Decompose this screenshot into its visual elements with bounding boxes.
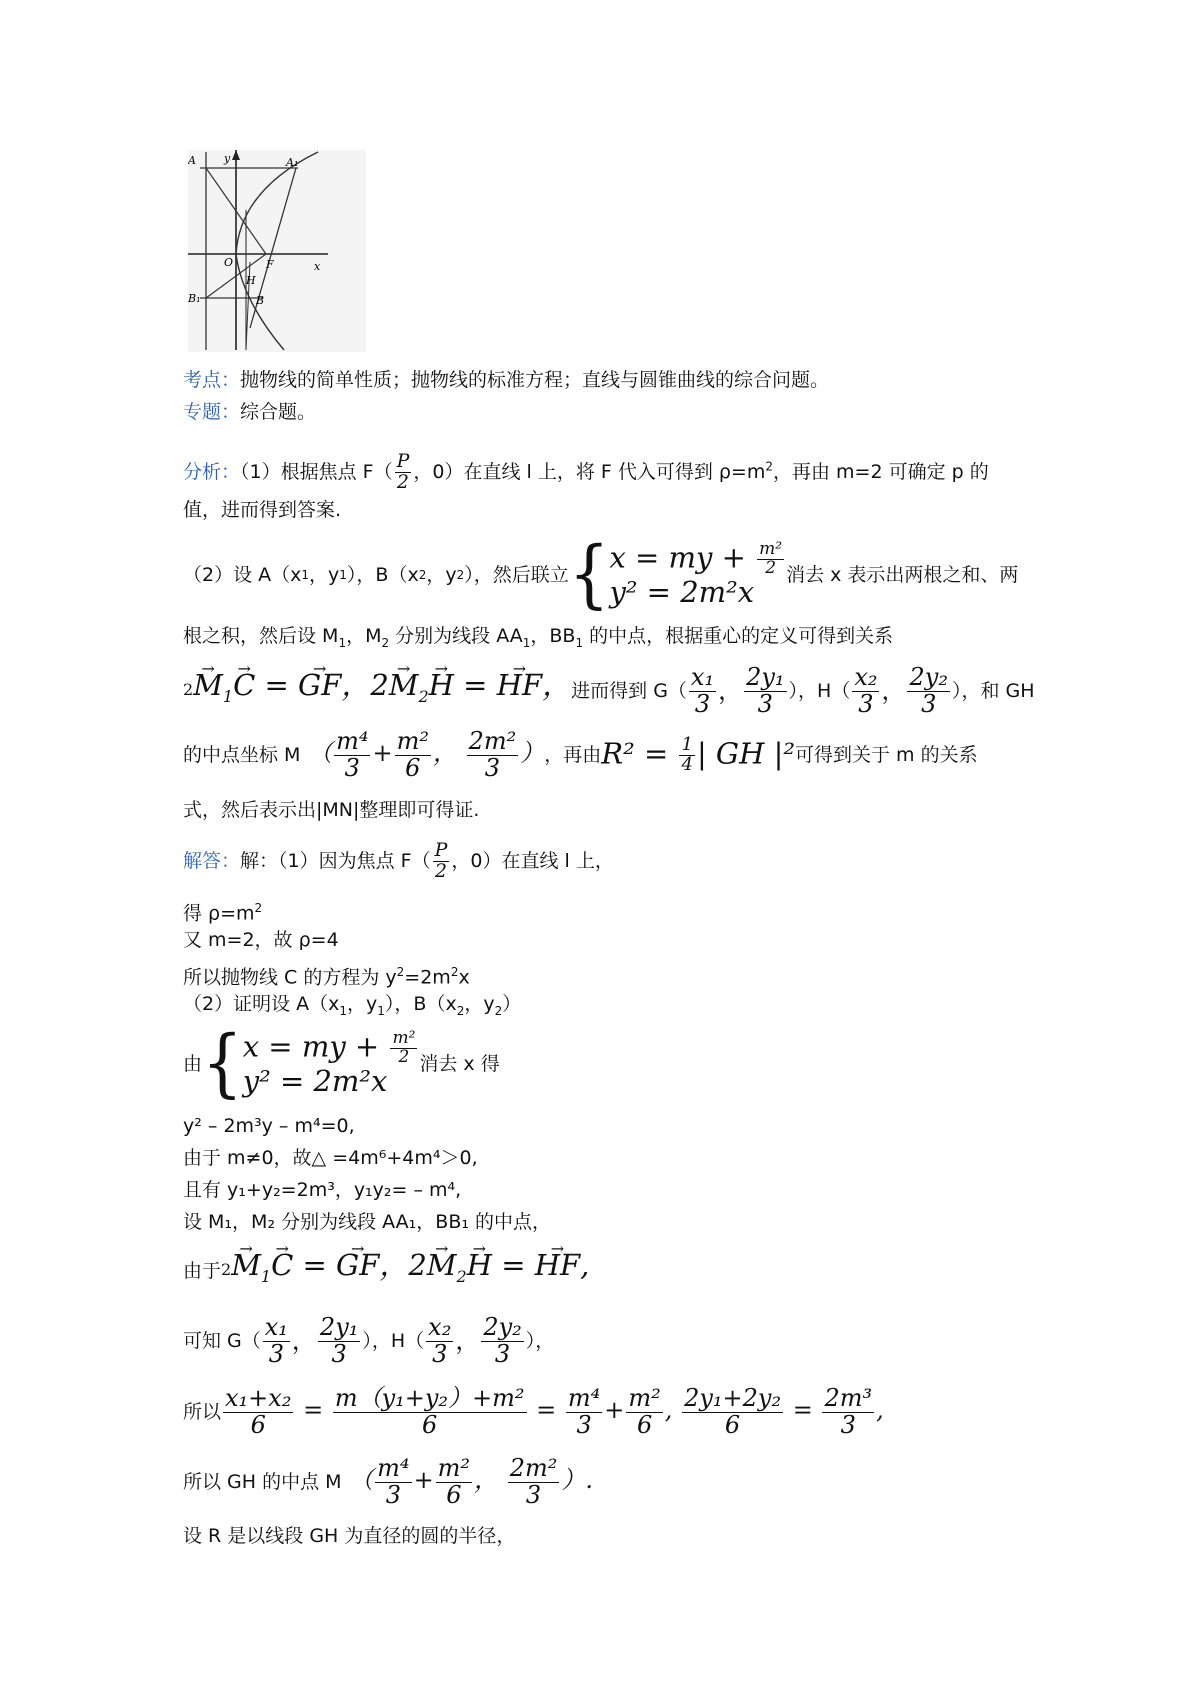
kaodian-text: 抛物线的简单性质；抛物线的标准方程；直线与圆锥曲线的综合问题。: [240, 369, 830, 391]
zhuanti-line: [183, 398, 316, 426]
fraction: $\frac{\text{2y₂}}{3}$: [909, 663, 948, 718]
text-run: 消去 x 得: [419, 1053, 500, 1075]
text-run: 解：（1）因为焦点 F（: [240, 850, 431, 872]
text-run: 式，然后表示出|MN|整理即可得证.: [183, 799, 480, 821]
text-run: ，y: [309, 564, 340, 586]
kaodian-label: 考点：: [183, 369, 241, 391]
kaodian-line: [183, 366, 829, 394]
text-run: ，BB: [530, 625, 576, 647]
text-run: （2）设 A（x: [183, 564, 302, 586]
jieda-line-13: [183, 1382, 884, 1442]
jieda-line-14: [183, 1452, 593, 1512]
fig-label: B₁: [188, 292, 201, 305]
jieda-line-3: [183, 926, 339, 954]
jieda-line-11: [183, 1246, 589, 1296]
fraction: $\frac{\text{x₂}}{3}$: [854, 663, 878, 718]
vector-equation: $2\to M_1\to C$ = → GF，$2\to M_2\to H$ = → HF，: [183, 671, 571, 711]
text-run: ），然后联立: [464, 564, 569, 586]
text-run: ，M: [346, 625, 382, 647]
jieda-line-15: [183, 1522, 515, 1550]
text-run: 所以 GH 的中点 M: [183, 1471, 342, 1493]
text-run: 由: [183, 1053, 203, 1075]
fig-label: y: [224, 152, 231, 165]
text-run: ），H（: [362, 1330, 425, 1352]
jieda-line-9: [183, 1176, 461, 1204]
fraction: $\frac{P}{2}$: [434, 838, 448, 882]
text-run: =2m: [404, 966, 451, 989]
radius-equation: R² = $\frac{1}{4}$ | GH |²: [601, 733, 795, 775]
vector-equation: $2\to M_1\to C$ = → GF，$2\to M_2\to H$ = → HF,: [221, 1251, 589, 1291]
text-run: x: [458, 966, 470, 989]
text-run: ，y: [464, 993, 495, 1015]
jieda-line-4: 所以抛物线 C 的方程为 $y^2=2m^2x$: [183, 965, 470, 989]
fig-label: B: [256, 294, 265, 307]
equation-system: { x = my + $\frac{\text{m²}}{2}$ y² = 2m²x: [568, 532, 783, 618]
sum-equation: $\frac{\text{x₁+x₂}}{6}$ = $\frac{\text{m（y₁+y₂）+m²}}{6}$ = $\frac{\text{m⁴}}{3}$ + $\frac{\text{m²}}{6}$ , $\frac{\text{2y₁+2y₂}}{6}$ = $\frac{\text{2m³}}{3}$ ,: [225, 1384, 884, 1439]
jieda-label: 解答：: [183, 850, 241, 872]
fraction: $\frac{P}{2}$: [396, 450, 410, 493]
text-run: 由于: [183, 1260, 222, 1282]
zhuanti-text: 综合题。: [240, 401, 317, 423]
text-run: y² – 2m³y – m⁴=0,: [183, 1115, 355, 1137]
fig-label: x: [314, 260, 321, 273]
fig-label: A₁: [286, 156, 299, 169]
text-run: （2）证明设 A（x: [183, 993, 340, 1015]
text-run: 得 ρ=m: [183, 902, 255, 925]
fraction: $\frac{\text{x₁}}{3}$: [264, 1313, 288, 1368]
text-run: 设 M₁，M₂ 分别为线段 AA₁，BB₁ 的中点，: [183, 1211, 552, 1233]
fraction: $\frac{\text{2y₂}}{3}$: [483, 1313, 522, 1368]
text-run: ，0）在直线 l 上，: [451, 850, 614, 872]
fraction: $\frac{\text{2y₁}}{3}$: [319, 1313, 359, 1368]
equation-system: { x = my + $\frac{\text{m²}}{2}$ y² = 2m²x: [202, 1021, 416, 1107]
text-run: ，0）在直线 l 上，将 F 代入可得到 ρ=m: [413, 460, 766, 483]
fenxi-label: 分析：: [183, 460, 241, 483]
text-run: ，y: [347, 993, 378, 1015]
text-run: 所以抛物线 C 的方程为 y: [183, 966, 397, 989]
jieda-line-2: 得 $\rho=m^2$: [183, 901, 263, 925]
fenxi-line-3: （2）设 A（x 1 ，y 1 ），B（x 2 ，y 2 ），然后联立 { x = my + $\frac{\text{m²}}{2}$ y² = 2m²x 消去 x 表示出两根之和、两: [183, 532, 1019, 618]
jieda-line-8: [183, 1144, 478, 1172]
text-run: 根之积，然后设 M: [183, 625, 339, 647]
text-run: 进而得到 G（: [571, 680, 687, 702]
parabola-figure: [188, 150, 366, 352]
text-run: 又 m=2，故 ρ=4: [183, 929, 339, 951]
fig-label: A: [188, 154, 196, 167]
text-run: ），B（x: [384, 993, 457, 1015]
text-run: 消去 x 表示出两根之和、两: [786, 564, 1019, 586]
text-run: （1）根据焦点 F（: [240, 460, 393, 483]
text-run: 所以: [183, 1401, 222, 1423]
text-run: ，再由: [544, 744, 602, 766]
text-run: 可知 G（: [183, 1330, 261, 1352]
fenxi-line-5: $2\to M_1\to C$ = → GF，$2\to M_2\to H$ = → HF， 进而得到 G（ $\frac{\text{x₁}}{3}$ ， $\frac{\text{2y₁}}{3}$ ），H（ $\frac{\text{x₂}}{3}$ ， $\frac{\text{2y₂}}{3}$ ），和 GH: [183, 666, 1035, 716]
fraction: $\frac{\text{2y₁}}{3}$: [746, 663, 785, 718]
text-run: 可得到关于 m 的关系: [795, 744, 978, 766]
text-run: ，再由 m=2 可确定 p 的: [773, 460, 989, 483]
jieda-line-6: [183, 1021, 500, 1107]
fig-label: F: [266, 258, 274, 271]
jieda-line-5: （2）证明设 $A(x_1$，$y_1$），$B(x_2$，$y_2$）: [183, 993, 522, 1018]
text-run: 值，进而得到答案.: [183, 499, 342, 521]
text-run: 设 R 是以线段 GH 为直径的圆的半径，: [183, 1525, 516, 1547]
fraction: $\frac{\text{x₂}}{3}$: [428, 1313, 452, 1368]
zhuanti-label: 专题：: [183, 401, 241, 423]
midpoint-coords: （ $\frac{\text{m⁴}}{3}$ + $\frac{\text{m²}}{6}$ ， $\frac{\text{2m²}}{3}$ ）: [300, 727, 545, 782]
midpoint-coords: （ $\frac{\text{m⁴}}{3}$ + $\frac{\text{m²}}{6}$ ， $\frac{\text{2m²}}{3}$ ）.: [341, 1454, 593, 1509]
fenxi-line-4: 根之积，然后设 $M_1$，$M_2$ 分别为线段 $AA_1$，$BB_1$ 的中点，根据重心的定义可得到关系: [183, 625, 894, 650]
fig-label: O: [224, 256, 234, 269]
text-run: 由于 m≠0，故△ =4m⁶+4m⁴＞0,: [183, 1147, 478, 1169]
text-run: ），H（: [788, 680, 851, 702]
fenxi-line-6: [183, 724, 978, 786]
fenxi-line-2: [183, 496, 341, 524]
fenxi-line-1: 分析：（1）根据焦点 F（ $\frac{P}{2}$ ，0）在直线 l 上，将 F 代入可得到 $\rho=m^2$，再由 m=2 可确定 p 的: [183, 450, 989, 493]
text-run: ），和 GH: [951, 680, 1035, 702]
text-run: 的中点坐标 M: [183, 744, 301, 766]
text-run: ），B（x: [346, 564, 419, 586]
text-run: 的中点，根据重心的定义可得到关系: [583, 625, 894, 647]
jieda-line-10: [183, 1208, 551, 1236]
text-run: 且有 y₁+y₂=2m³，y₁y₂= – m⁴,: [183, 1179, 462, 1201]
jieda-line-7: [183, 1112, 355, 1140]
fenxi-line-7: [183, 796, 479, 824]
fig-label: H: [246, 274, 256, 287]
fraction: $\frac{\text{x₁}}{3}$: [690, 663, 715, 718]
jieda-line-1: [183, 836, 614, 886]
jieda-line-12: 可知 G（ $\frac{\text{x₁}}{3}$ ， $\frac{\text{2y₁}}{3}$ ），H（ $\frac{\text{x₂}}{3}$ ， $\frac{\text{2y₂}}{3}$ ），: [183, 1313, 555, 1368]
text-run: ，y: [426, 564, 457, 586]
text-run: 分别为线段 AA: [389, 625, 523, 647]
